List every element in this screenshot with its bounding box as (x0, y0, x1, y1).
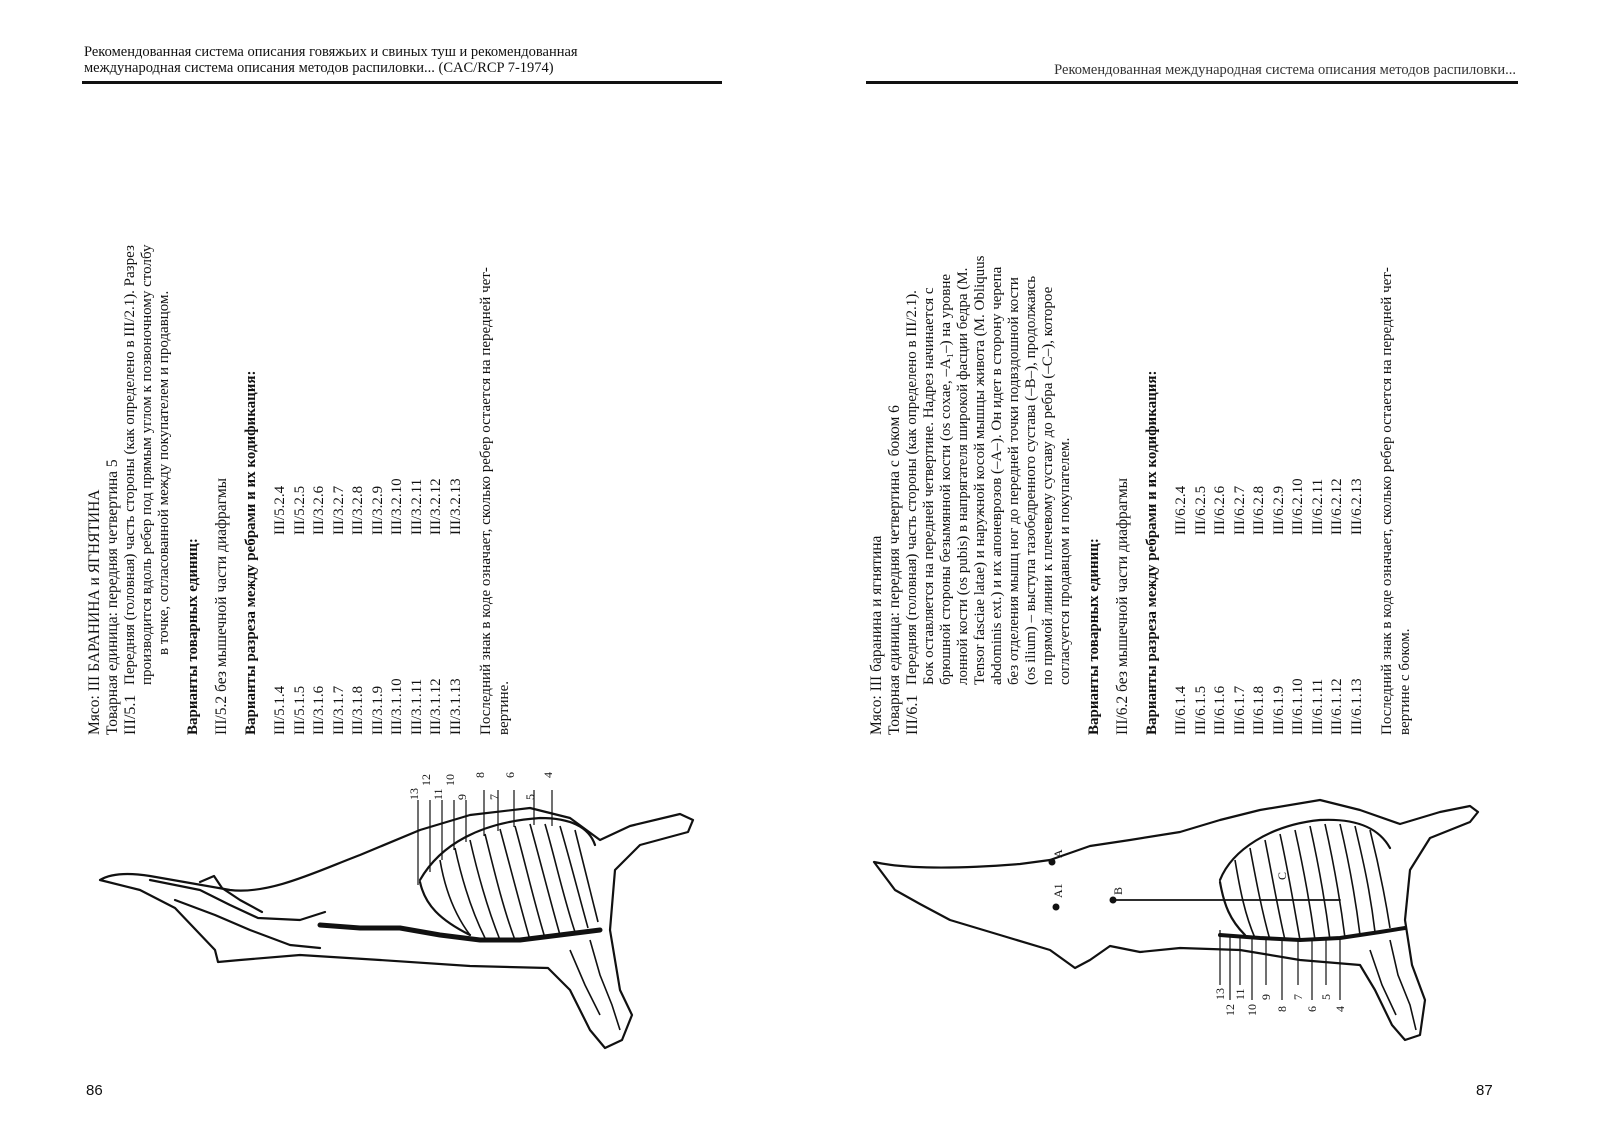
entry-line: производится вдоль ребер под прямым углом к позвоночному столбу (139, 244, 155, 685)
variants-heading: Варианты товарных единиц: (185, 538, 201, 735)
entry-line: Передняя (головная) часть стороны (как определено в III/2.1). (904, 290, 920, 685)
rib-label: 8 (1275, 1006, 1289, 1012)
variants-heading: Варианты товарных единиц: (1086, 538, 1102, 735)
code-item: III/3.2.9 (369, 485, 386, 535)
code-item: III/6.2.12 (1329, 478, 1345, 535)
code-item: III/6.2.5 (1192, 485, 1209, 535)
code-item: III/6.2.6 (1212, 485, 1228, 535)
point-a1-marker (1053, 904, 1060, 911)
code-item: III/6.2.4 (1173, 485, 1189, 535)
rib-label: 4 (541, 772, 555, 778)
footnote-line: вертине. (496, 681, 512, 735)
code-item: III/3.1.9 (369, 685, 386, 735)
code-item: III/6.2.10 (1290, 478, 1306, 535)
code-item: III/6.1.13 (1348, 678, 1365, 735)
code-item: III/6.2.13 (1348, 478, 1365, 535)
point-label: C (1275, 871, 1289, 880)
code-item: III/3.1.10 (389, 678, 405, 735)
entry-code: III/6.1 (904, 694, 921, 735)
point-b-marker (1110, 897, 1117, 904)
rib-label: 6 (503, 772, 517, 778)
rib-label: 13 (407, 788, 421, 800)
code-item: III/6.1.11 (1309, 678, 1326, 735)
unit-line: Товарная единица: передняя четвертина 5 (104, 459, 121, 735)
running-header: Рекомендованная международная система описания методов распиловки... (1054, 62, 1516, 78)
rib-label: 11 (431, 788, 445, 800)
rib-label: 7 (1291, 994, 1305, 1000)
code-item: III/6.2.8 (1251, 485, 1267, 535)
entry-line: согласуется продавцом и покупателем. (1057, 437, 1073, 685)
entry-line: Передняя (головная) часть стороны (как определено в III/2.1). Разрез (122, 245, 138, 685)
code-item: III/3.2.13 (447, 478, 464, 535)
code-item: III/3.2.11 (408, 478, 425, 535)
code-item: III/6.1.9 (1270, 685, 1287, 735)
entry-line: без отделения мышц ног до передней точки подвздошной кости (1006, 277, 1022, 685)
code-item: III/6.2.7 (1231, 485, 1248, 535)
unit-line: Товарная единица: передняя четвертина с боком 6 (886, 405, 903, 735)
cut-heading: Варианты разреза между ребрами и их кодификация: (1144, 370, 1160, 735)
code-item: III/6.1.12 (1329, 678, 1345, 735)
footnote-line: вертине с боком. (1397, 628, 1413, 735)
entry-code: III/5.1 (122, 694, 139, 735)
meat-line: Мясо: III баранина и ягнятина (868, 535, 885, 735)
code-item: III/6.1.7 (1231, 685, 1248, 735)
rib-label: 13 (1213, 988, 1227, 1000)
code-item: III/3.2.10 (389, 478, 405, 535)
page-number: 86 (86, 1082, 103, 1099)
rib-label: 4 (1333, 1006, 1347, 1012)
page-number: 87 (1476, 1082, 1493, 1099)
rib-label: 8 (473, 772, 487, 778)
rib-label: 10 (443, 774, 457, 786)
rib-label: 9 (455, 794, 469, 800)
footnote-line: Последний знак в коде означает, сколько ребер остается на передней чет- (1379, 267, 1395, 735)
rib-label: 12 (419, 774, 433, 786)
right-page (800, 0, 1600, 1132)
entry-line: Бок оставляется на передней четвертине. Надрез начинается с (921, 287, 937, 685)
rib-label: 6 (1305, 1006, 1319, 1012)
entry-line: abdominis ext.) и их апоневрозов (–A–). Он идет в сторону черепа (989, 266, 1005, 685)
code-item: III/6.1.4 (1173, 685, 1189, 735)
code-item: III/6.2.9 (1270, 485, 1287, 535)
code-item: III/3.1.12 (428, 678, 444, 735)
footnote-line: Последний знак в коде означает, сколько ребер остается на передней чет- (478, 267, 494, 735)
code-item: III/5.2.5 (291, 485, 308, 535)
variant-line: III/5.2 без мышечной части диафрагмы (213, 477, 230, 735)
code-item: III/3.1.11 (408, 678, 425, 735)
point-label: A1 (1051, 883, 1065, 898)
rib-label: 9 (1259, 994, 1273, 1000)
rib-label: 5 (1319, 994, 1333, 1000)
rib-label: 5 (523, 794, 537, 800)
code-item: III/5.2.4 (272, 485, 288, 535)
code-item: III/3.2.6 (311, 485, 327, 535)
rib-label: 12 (1223, 1004, 1237, 1016)
cut-heading: Варианты разреза между ребрами и их кодификация: (243, 370, 259, 735)
header-line-1: Рекомендованная система описания говяжьих и свиных туш и рекомендованная (84, 44, 578, 60)
code-item: III/6.2.11 (1309, 478, 1326, 535)
rib-label: 10 (1245, 1004, 1259, 1016)
entry-line: брюшной стороны безымянной кости (os coxae, –A₁–) на уровне (938, 273, 954, 685)
variant-line: III/6.2 без мышечной части диафрагмы (1114, 477, 1131, 735)
point-label: B (1111, 886, 1125, 895)
entry-line: по прямой линии к плечевому суставу до ребра (–C–), которое (1040, 286, 1056, 685)
code-item: III/5.1.4 (272, 685, 288, 735)
lamb-forequarter-flank-figure (800, 0, 1600, 1132)
code-item: III/3.2.12 (428, 478, 444, 535)
code-item: III/5.1.5 (291, 685, 308, 735)
meat-line: Мясо: III БАРАНИНА и ЯГНЯТИНА (86, 489, 103, 735)
entry-line: Tensor fasciae latae) и наружной косой мышцы живота (M. Obliquus (972, 255, 988, 685)
point-a-marker (1049, 859, 1056, 866)
code-item: III/6.1.6 (1212, 685, 1228, 735)
point-label: A (1051, 849, 1065, 858)
code-item: III/3.2.7 (330, 485, 347, 535)
rib-label: 11 (1233, 988, 1247, 1000)
entry-line: в точке, согласованной между покупателем и продавцом. (156, 290, 172, 655)
code-item: III/6.1.5 (1192, 685, 1209, 735)
entry-line: (os ilium) – выступа тазобедренного сустава (–B–), продолжаясь (1023, 275, 1039, 685)
rib-label: 7 (487, 794, 501, 800)
code-item: III/3.1.7 (330, 685, 347, 735)
code-item: III/6.1.8 (1251, 685, 1267, 735)
code-item: III/3.1.13 (447, 678, 464, 735)
entry-line: лонной кости (os pubis) в напрягателя широкой фасции бедра (M. (955, 267, 971, 685)
code-item: III/3.2.8 (350, 485, 366, 535)
code-item: III/3.1.8 (350, 685, 366, 735)
header-line-2: международная система описания методов распиловки... (CAC/RCP 7-1974) (84, 60, 554, 76)
code-item: III/6.1.10 (1290, 678, 1306, 735)
code-item: III/3.1.6 (311, 685, 327, 735)
